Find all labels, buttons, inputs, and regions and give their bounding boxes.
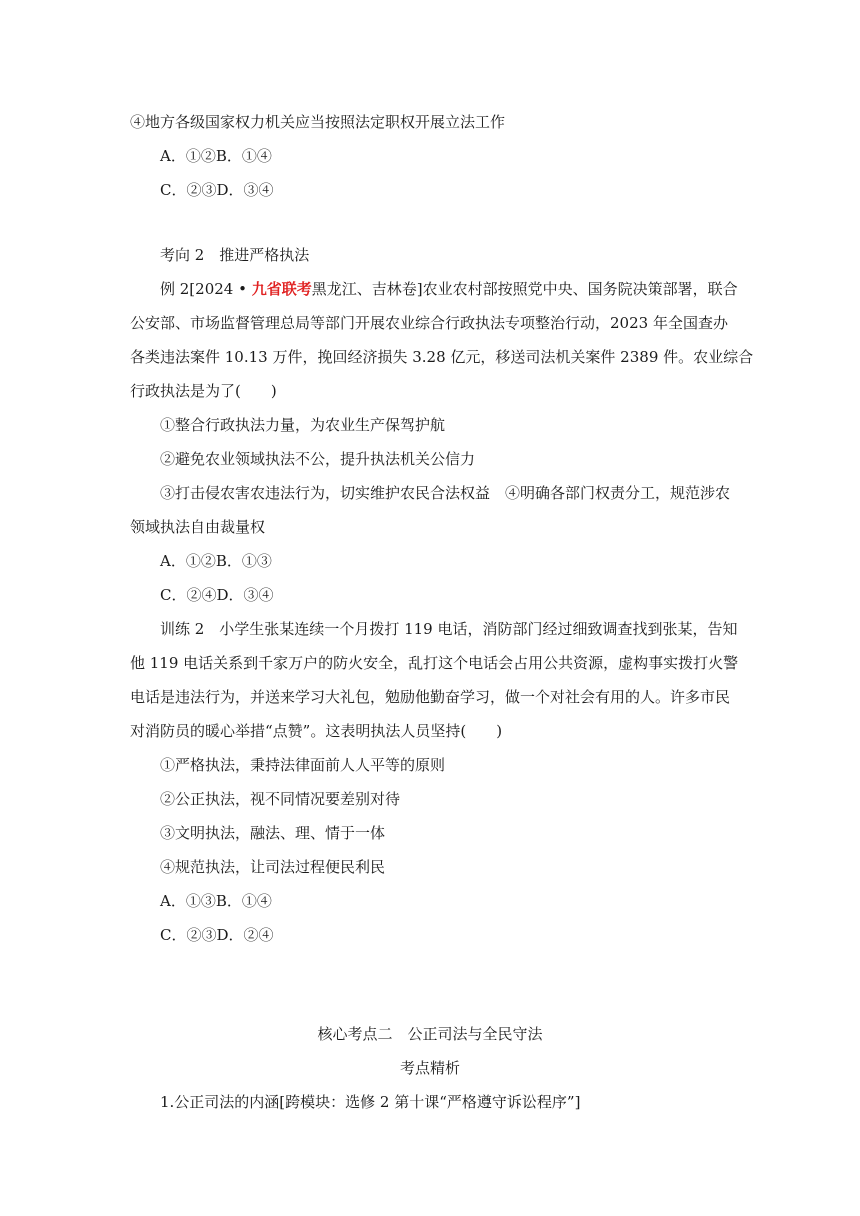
- option-item-4: ④规范执法，让司法过程便民利民: [160, 858, 386, 876]
- answer-options-ab: A．①②B．①③: [160, 552, 272, 570]
- option-item-3-4: ③打击侵农害农违法行为，切实维护农民合法权益 ④明确各部门权责分工，规范涉农: [160, 484, 731, 502]
- option-item-4: ④地方各级国家权力机关应当按照法定职权开展立法工作: [130, 113, 506, 131]
- option-item-4-cont: 领域执法自由裁量权: [130, 518, 266, 536]
- example-rest: 黑龙江、吉林卷]农业农村部按照党中央、国务院决策部署，联合: [311, 280, 738, 298]
- core-point-title: 核心考点二 公正司法与全民守法: [317, 1025, 543, 1043]
- answer-options-ab: A．①②B．①④: [160, 147, 272, 165]
- option-item-1: ①严格执法，秉持法律面前人人平等的原则: [160, 756, 446, 774]
- option-item-3: ③文明执法，融法、理、情于一体: [160, 824, 386, 842]
- training-line-3: 电话是违法行为，并送来学习大礼包，勉励他勤奋学习，做一个对社会有用的人。许多市民: [130, 688, 731, 706]
- training-line-1: 训练 2 小学生张某连续一个月拨打 119 电话，消防部门经过细致调查找到张某，告知: [160, 620, 738, 638]
- answer-options-cd: C．②③D．②④: [160, 926, 274, 944]
- option-item-2: ②避免农业领域执法不公，提升执法机关公信力: [160, 450, 476, 468]
- section-heading: 考向 2 推进严格执法: [160, 246, 310, 264]
- example-line-2: 公安部、市场监督管理总局等部门开展农业综合行政执法专项整治行动，2023 年全国查办: [130, 314, 728, 332]
- answer-options-cd: C．②③D．③④: [160, 181, 274, 199]
- example-line-3: 各类违法案件 10.13 万件，挽回经济损失 3.28 亿元，移送司法机关案件 2389 件。农业综合: [130, 348, 754, 366]
- analysis-subtitle: 考点精析: [399, 1059, 460, 1077]
- exam-source-highlight: 九省联考: [251, 280, 312, 298]
- answer-options-cd: C．②④D．③④: [160, 586, 274, 604]
- training-line-4: 对消防员的暖心举措“点赞”。这表明执法人员坚持( ): [130, 722, 503, 740]
- training-line-2: 他 119 电话关系到千家万户的防火安全，乱打这个电话会占用公共资源，虚构事实拨打火警: [130, 654, 739, 672]
- example-prefix: 例 2[2024 •: [160, 280, 252, 298]
- option-item-2: ②公正执法，视不同情况要差别对待: [160, 790, 401, 808]
- example-line-4: 行政执法是为了( ): [130, 382, 277, 400]
- point-1-heading: 1.公正司法的内涵[跨模块：选修 2 第十课“严格遵守诉讼程序”]: [160, 1093, 581, 1111]
- option-item-1: ①整合行政执法力量，为农业生产保驾护航: [160, 416, 446, 434]
- example-line-1: [160, 279, 738, 299]
- answer-options-ab: A．①③B．①④: [160, 892, 272, 910]
